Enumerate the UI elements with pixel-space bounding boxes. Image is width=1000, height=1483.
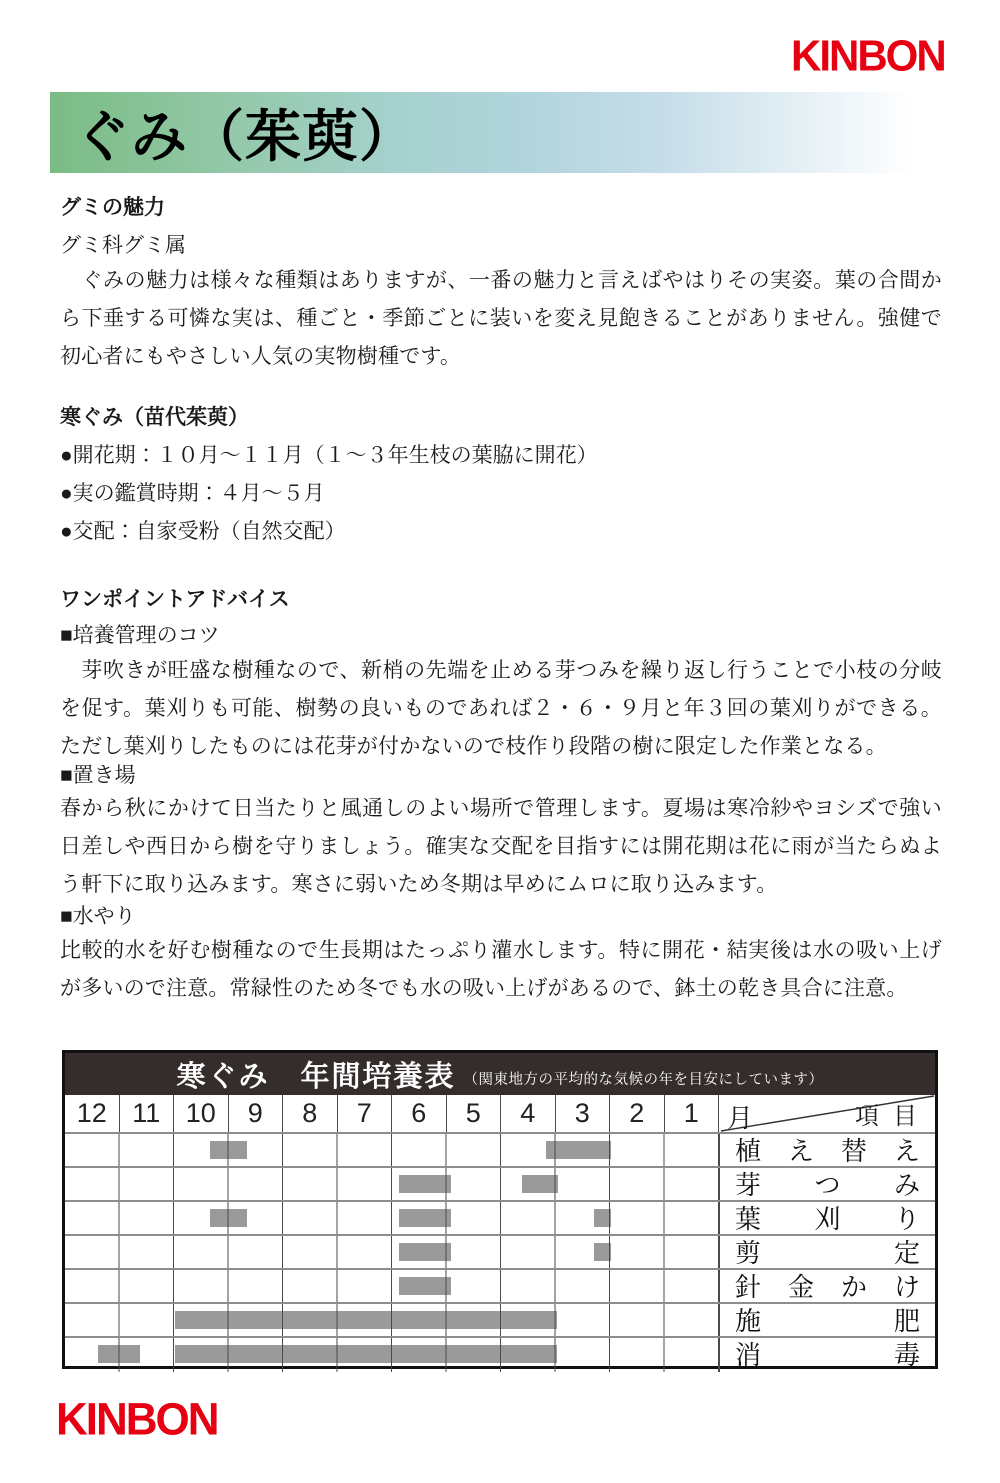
- month-grid-area: [65, 1236, 719, 1268]
- title-banner: [50, 92, 950, 173]
- advice-placement-body: 春から秋にかけて日当たりと風通しのよい場所で管理します。夏場は寒冷紗やヨシズで強い日差しや西日から樹を守りましょう。確実な交配を目指すには開花期は花に雨が当たらぬよう軒下に取り込みます。寒さに弱いため冬期は早めにムロに取り込みます。: [60, 797, 942, 896]
- month-grid-area: [65, 1338, 719, 1372]
- activity-period-bar: [399, 1277, 451, 1295]
- calendar-title: 寒ぐみ 年間培養表: [176, 1060, 456, 1093]
- month-grid-area: [65, 1304, 719, 1336]
- row-label: 針金かけ: [719, 1270, 935, 1302]
- table-row: [65, 1338, 935, 1372]
- bullet-pollination: ●交配：自家受粉（自然交配）: [60, 520, 346, 543]
- variety-bullet-list: [60, 437, 942, 551]
- kinbon-logo-top: KINBON: [791, 31, 945, 80]
- row-label: 葉刈り: [719, 1202, 935, 1234]
- activity-period-bar: [210, 1209, 247, 1227]
- page-title: ぐみ（茱萸）: [74, 106, 416, 169]
- row-label: 芽つみ: [719, 1168, 935, 1200]
- month-cell-4: 4: [501, 1095, 556, 1132]
- month-cell-5: 5: [447, 1095, 502, 1132]
- month-header-row: [65, 1095, 935, 1134]
- cultivation-calendar-table: [62, 1050, 938, 1369]
- column-gridlines: [65, 1270, 719, 1302]
- table-row: [65, 1168, 935, 1202]
- month-cell-3: 3: [556, 1095, 611, 1132]
- month-cell-11: 11: [120, 1095, 175, 1132]
- row-label: 剪定: [719, 1236, 935, 1268]
- intro-subheading: グミ科グミ属: [60, 234, 186, 257]
- month-grid-area: [65, 1134, 719, 1166]
- activity-period-bar: [399, 1209, 451, 1227]
- column-gridlines: [65, 1168, 719, 1200]
- activity-period-bar: [594, 1209, 611, 1227]
- month-cell-1: 1: [665, 1095, 720, 1132]
- activity-period-bar: [210, 1141, 247, 1159]
- advice-heading: ワンポイントアドバイス: [60, 588, 290, 611]
- month-grid-area: [65, 1270, 719, 1302]
- row-label: 施肥: [719, 1304, 935, 1336]
- month-grid-area: [65, 1168, 719, 1200]
- month-cell-6: 6: [392, 1095, 447, 1132]
- corner-item-label: 項目: [855, 1103, 931, 1130]
- calendar-rows: [65, 1134, 935, 1372]
- calendar-subtitle: （関東地方の平均的な気候の年を目安にしています）: [463, 1071, 824, 1088]
- advice-watering-subheading: ■水やり: [60, 905, 136, 928]
- month-cell-10: 10: [174, 1095, 229, 1132]
- advice-care-subheading: ■培養管理のコツ: [60, 624, 220, 647]
- column-gridlines: [65, 1134, 719, 1166]
- advice-placement-subheading: ■置き場: [60, 764, 136, 787]
- month-cell-9: 9: [229, 1095, 284, 1132]
- table-row: [65, 1304, 935, 1338]
- activity-period-bar: [594, 1243, 611, 1261]
- variety-heading: 寒ぐみ（苗代茱萸）: [60, 406, 249, 429]
- activity-period-bar: [399, 1243, 451, 1261]
- column-gridlines: [65, 1236, 719, 1268]
- intro-heading: グミの魅力: [60, 196, 165, 219]
- row-label: 植え替え: [719, 1134, 935, 1166]
- table-row: [65, 1202, 935, 1236]
- kinbon-logo-bottom: KINBON: [56, 1394, 218, 1445]
- activity-period-bar: [522, 1175, 558, 1193]
- table-row: [65, 1134, 935, 1168]
- corner-month-label: 月: [727, 1103, 754, 1133]
- month-cell-12: 12: [65, 1095, 120, 1132]
- bullet-flowering-period: ●開花期：１０月～１１月（１～３年生枝の葉脇に開花）: [60, 444, 598, 467]
- table-row: [65, 1270, 935, 1304]
- advice-care-body: 芽吹きが旺盛な樹種なので、新梢の先端を止める芽つみを繰り返し行うことで小枝の分岐を促す。葉刈りも可能、樹勢の良いものであれば２・６・９月と年３回の葉刈りができる。ただし葉刈りしたものには花芽が付かないので枝作り段階の樹に限定した作業となる。: [60, 659, 942, 758]
- table-row: [65, 1236, 935, 1270]
- month-cell-2: 2: [610, 1095, 665, 1132]
- activity-period-bar: [399, 1175, 451, 1193]
- activity-period-bar: [98, 1345, 140, 1363]
- corner-header-cell: [719, 1095, 935, 1132]
- calendar-header-band: [65, 1053, 935, 1095]
- month-cell-8: 8: [283, 1095, 338, 1132]
- bullet-fruit-viewing-period: ●実の鑑賞時期：４月～５月: [60, 482, 325, 505]
- month-cell-7: 7: [338, 1095, 393, 1132]
- activity-period-bar: [546, 1141, 611, 1159]
- row-label: 消毒: [719, 1338, 935, 1372]
- activity-period-bar: [175, 1311, 557, 1329]
- month-grid-area: [65, 1202, 719, 1234]
- intro-body: ぐみの魅力は様々な種類はありますが、一番の魅力と言えばやはりその実姿。葉の合間から下垂する可憐な実は、種ごと・季節ごとに装いを変え見飽きることがありません。強健で初心者にもやさしい人気の実物樹種です。: [60, 269, 942, 368]
- activity-period-bar: [175, 1345, 557, 1363]
- column-gridlines: [65, 1202, 719, 1234]
- advice-watering-body: 比較的水を好む樹種なので生長期はたっぷり灌水します。特に開花・結実後は水の吸い上げが多いので注意。常緑性のため冬でも水の吸い上げがあるので、鉢土の乾き具合に注意。: [60, 939, 942, 1000]
